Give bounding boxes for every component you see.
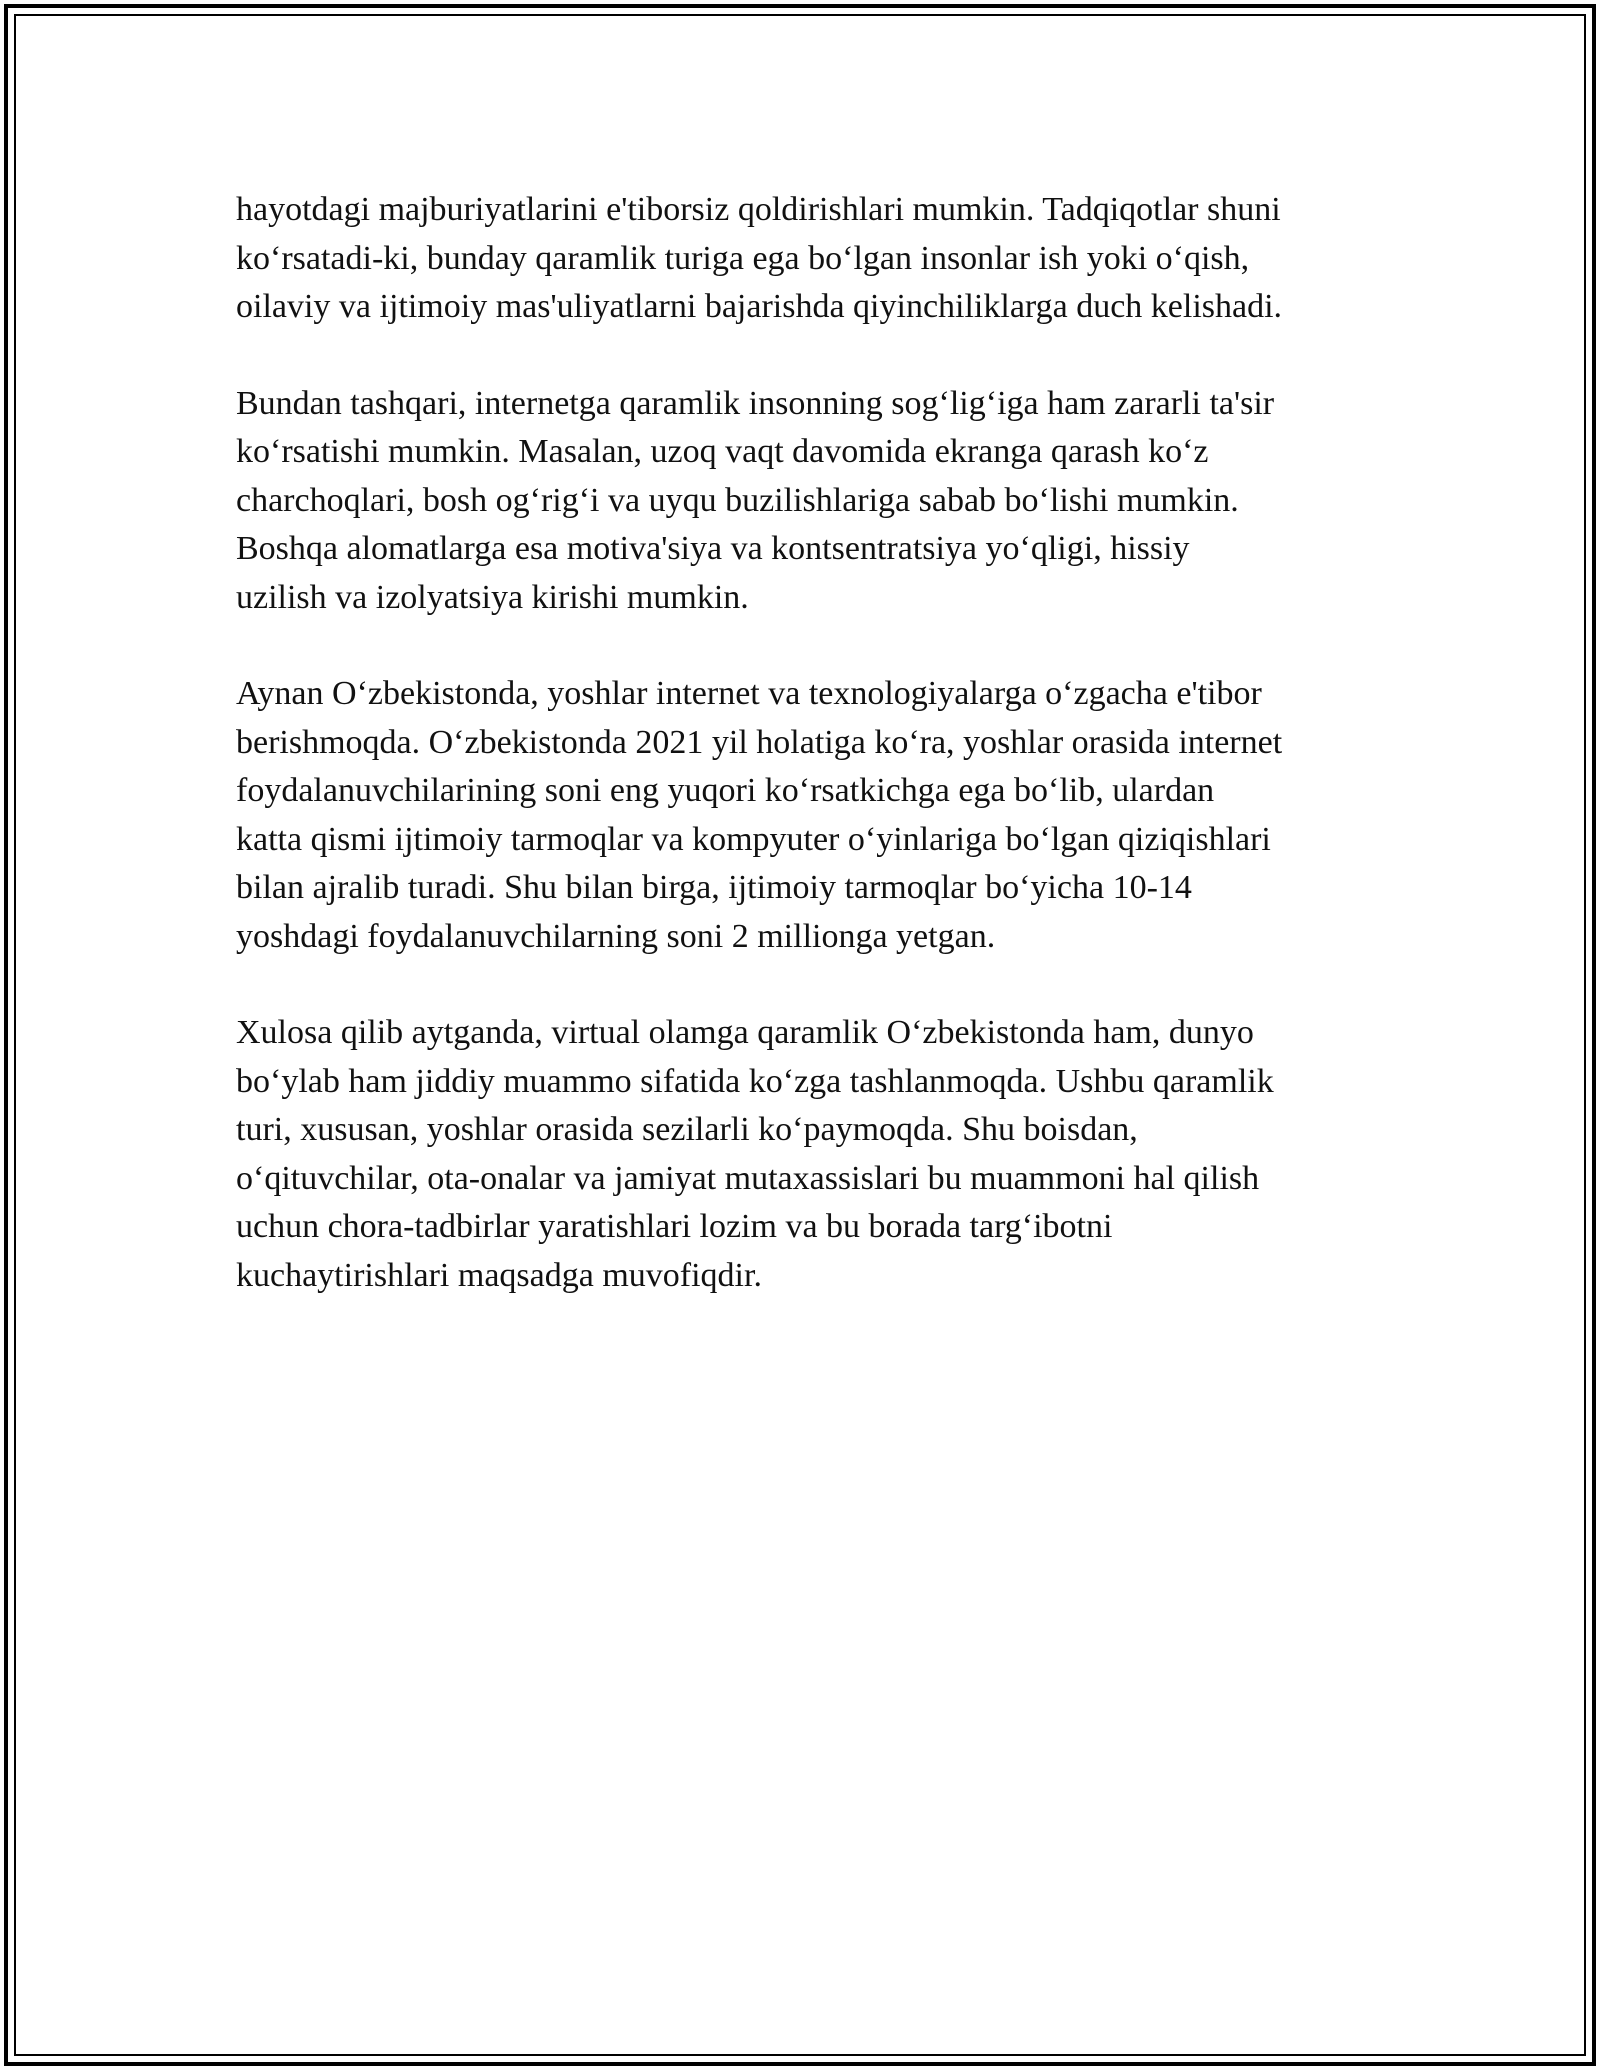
text-line: Aynan O‘zbekistonda, yoshlar internet va texnologiyalarga o‘zgacha e'tibor [236, 675, 1262, 712]
text-line: Bundan tashqari, internetga qaramlik insonning sog‘lig‘iga ham zararli ta'sir [236, 384, 1275, 422]
text-line: Boshqa alomatlarga esa motiva'siya va kontsentratsiya yo‘qligi, hissiy [236, 530, 1190, 567]
text-line: ko‘rsatishi mumkin. Masalan, uzoq vaqt davomida ekranga qarash ko‘z [236, 433, 1209, 470]
text-line: berishmoqda. O‘zbekistonda 2021 yil holatiga ko‘ra, yoshlar orasida internet [236, 723, 1283, 761]
text-line: o‘qituvchilar, ota-onalar va jamiyat mutaxassislari bu muammoni hal qilish [236, 1159, 1260, 1197]
paragraph-2 [236, 380, 1376, 623]
paragraph-4 [236, 1009, 1376, 1300]
text-line: turi, xususan, yoshlar orasida sezilarli ko‘paymoqda. Shu boisdan, [236, 1111, 1138, 1148]
text-line: uzilish va izolyatsiya kirishi mumkin. [236, 578, 749, 616]
text-line: oilaviy va ijtimoiy mas'uliyatlarni bajarishda qiyinchiliklarga duch kelishadi. [236, 288, 1283, 325]
text-line: kuchaytirishlari maqsadga muvofiqdir. [236, 1256, 762, 1294]
text-line: uchun chora-tadbirlar yaratishlari lozim va bu borada targ‘ibotni [236, 1208, 1113, 1245]
paragraph-1 [236, 186, 1376, 332]
text-line: hayotdagi majburiyatlarini e'tiborsiz qoldirishlari mumkin. Tadqiqotlar shuni [236, 191, 1281, 228]
text-line: Xulosa qilib aytganda, virtual olamga qaramlik O‘zbekistonda ham, dunyo [236, 1014, 1254, 1051]
text-line: foydalanuvchilarining soni eng yuqori ko‘rsatkichga ega bo‘lib, ulardan [236, 772, 1215, 809]
text-line: katta qismi ijtimoiy tarmoqlar va kompyuter o‘yinlariga bo‘lgan qiziqishlari [236, 820, 1271, 858]
text-line: charchoqlari, bosh og‘rig‘i va uyqu buzilishlariga sabab bo‘lishi mumkin. [236, 481, 1239, 519]
text-line: yoshdagi foydalanuvchilarning soni 2 millionga yetgan. [236, 917, 996, 955]
paragraph-3 [236, 670, 1376, 961]
text-line: bo‘ylab ham jiddiy muammo sifatida ko‘zga tashlanmoqda. Ushbu qaramlik [236, 1062, 1274, 1100]
document-body [236, 186, 1376, 1348]
text-line: ko‘rsatadi-ki, bunday qaramlik turiga ega bo‘lgan insonlar ish yoki o‘qish, [236, 239, 1250, 277]
text-line: bilan ajralib turadi. Shu bilan birga, ijtimoiy tarmoqlar bo‘yicha 10-14 [236, 869, 1192, 906]
